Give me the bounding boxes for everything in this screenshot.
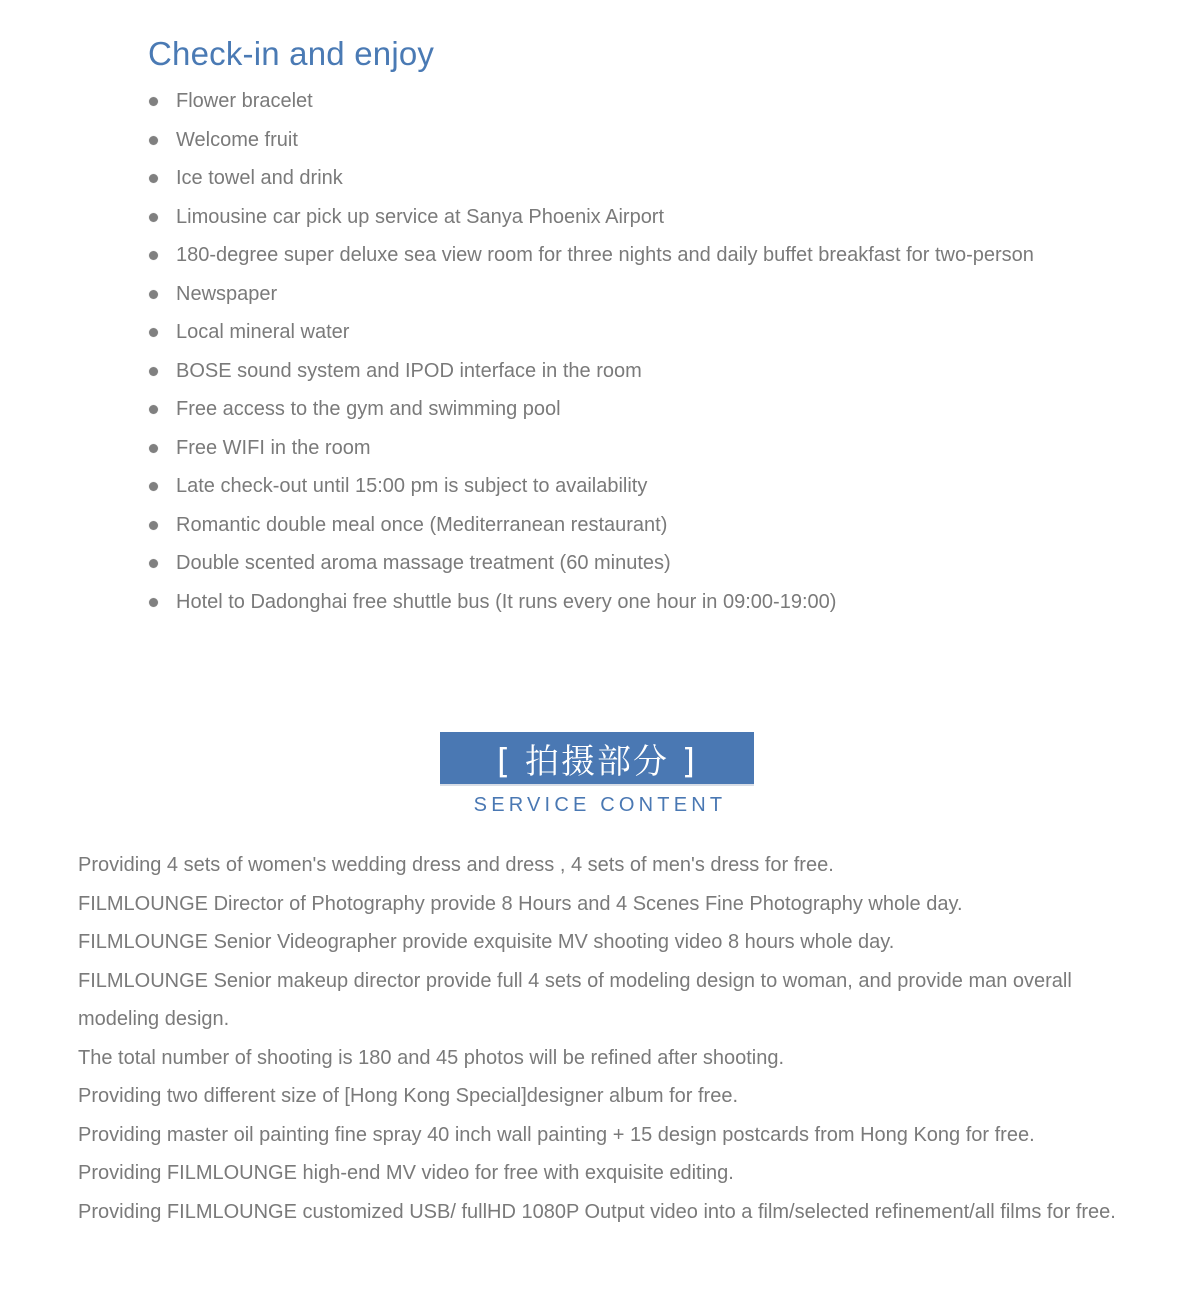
list-item: [148, 544, 1148, 583]
list-item: [148, 275, 1148, 314]
list-item: [148, 583, 1148, 622]
amenity-label: Flower bracelet: [176, 90, 313, 112]
service-subtitle: SERVICE CONTENT: [473, 794, 727, 816]
list-item: [148, 159, 1148, 198]
amenity-label: Hotel to Dadonghai free shuttle bus (It runs every one hour in 09:00-19:00): [176, 590, 837, 613]
bullet-icon: [149, 367, 158, 376]
bullet-icon: [149, 598, 158, 607]
amenity-label: Double scented aroma massage treatment (60 minutes): [176, 552, 671, 574]
amenity-label: Late check-out until 15:00 pm is subject to availability: [176, 475, 648, 497]
bullet-icon: [149, 328, 158, 337]
amenity-label: Ice towel and drink: [176, 167, 343, 189]
service-line: Providing FILMLOUNGE customized USB/ fullHD 1080P Output video into a film/selected refinement/all films for free.: [78, 1200, 1116, 1223]
amenity-list: [148, 82, 1148, 621]
amenity-label: 180-degree super deluxe sea view room for three nights and daily buffet breakfast for two-person: [176, 244, 1034, 266]
service-line: FILMLOUNGE Senior Videographer provide exquisite MV shooting video 8 hours whole day.: [78, 931, 895, 953]
list-item: [148, 236, 1148, 275]
bullet-icon: [149, 405, 158, 414]
amenity-label: Free access to the gym and swimming pool: [176, 398, 561, 420]
bullet-icon: [149, 482, 158, 491]
bullet-icon: [149, 444, 158, 453]
service-line: Providing two different size of [Hong Kong Special]designer album for free.: [78, 1085, 738, 1107]
checkin-title: Check-in and enjoy: [148, 35, 435, 72]
list-item: [148, 352, 1148, 391]
bullet-icon: [149, 174, 158, 183]
checkin-section: [148, 30, 1148, 621]
bullet-icon: [149, 213, 158, 222]
amenity-label: Local mineral water: [176, 321, 350, 343]
list-item: [148, 390, 1148, 429]
amenity-label: Romantic double meal once (Mediterranean restaurant): [176, 513, 668, 536]
list-item: [148, 82, 1148, 121]
bullet-icon: [149, 290, 158, 299]
service-line: Providing FILMLOUNGE high-end MV video for free with exquisite editing.: [78, 1162, 734, 1184]
service-banner-label: [ 拍摄部分 ]: [496, 741, 698, 782]
service-banner: [440, 732, 754, 786]
list-item: [148, 121, 1148, 160]
list-item: [148, 198, 1148, 237]
service-line: The total number of shooting is 180 and 45 photos will be refined after shooting.: [78, 1046, 785, 1069]
amenity-label: Limousine car pick up service at Sanya Phoenix Airport: [176, 205, 665, 228]
service-line: Providing 4 sets of women's wedding dress and dress , 4 sets of men's dress for free.: [78, 854, 834, 876]
amenity-label: Welcome fruit: [176, 128, 298, 151]
service-line: FILMLOUNGE Director of Photography provide 8 Hours and 4 Scenes Fine Photography whole day.: [78, 892, 963, 915]
list-item: [148, 506, 1148, 545]
bullet-icon: [149, 521, 158, 530]
list-item: [148, 429, 1148, 468]
bullet-icon: [149, 97, 158, 106]
list-item: [148, 313, 1148, 352]
amenity-label: Free WIFI in the room: [176, 436, 371, 459]
service-line: Providing master oil painting fine spray 40 inch wall painting + 15 design postcards from Hong Kong for free.: [78, 1123, 1035, 1146]
amenity-label: Newspaper: [176, 282, 278, 305]
bullet-icon: [149, 136, 158, 145]
bullet-icon: [149, 251, 158, 260]
list-item: [148, 467, 1148, 506]
service-line: FILMLOUNGE Senior makeup director provide full 4 sets of modeling design to woman, and provide man overall modeling design.: [78, 969, 1072, 1030]
amenity-label: BOSE sound system and IPOD interface in the room: [176, 359, 642, 382]
bullet-icon: [149, 559, 158, 568]
service-section: [78, 846, 1158, 1231]
